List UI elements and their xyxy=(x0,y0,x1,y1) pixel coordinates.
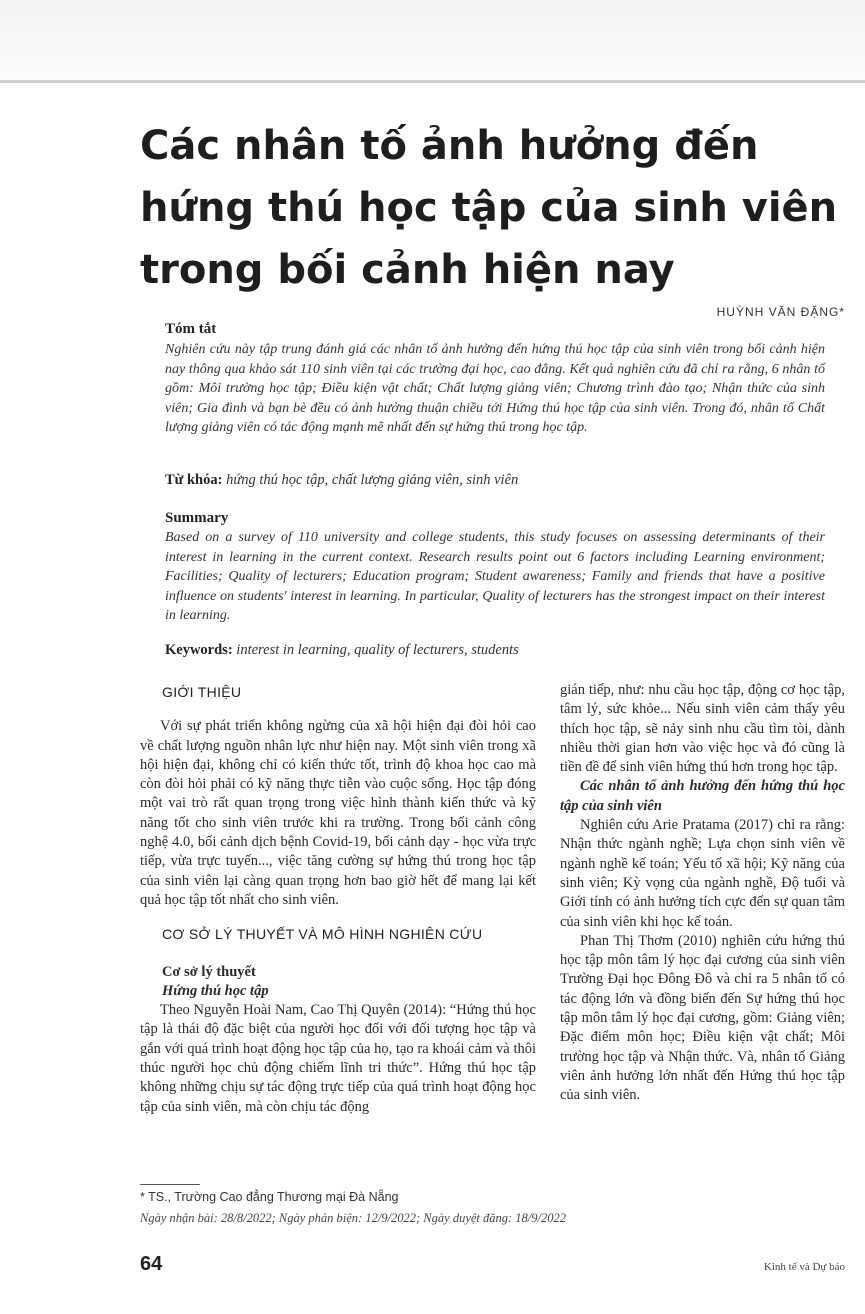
footnote: * TS., Trường Cao đẳng Thương mại Đà Nẵng xyxy=(140,1190,399,1204)
intro-heading: GIỚI THIỆU xyxy=(162,684,242,700)
page-number: 64 xyxy=(140,1253,163,1275)
theory-heading: CƠ SỞ LÝ THUYẾT VÀ MÔ HÌNH NGHIÊN CỨU xyxy=(162,926,483,943)
abstract-vi-heading: Tóm tắt xyxy=(165,321,217,337)
abstract-en-text: Based on a survey of 110 university and college students, this study focuses on assessing determinants of their interest in learning in the current context. Research results point out 6 factors including Learning environment; Facilities; Quality of lecturers; Education program; Student awareness; Family and friends that have a positive influence on students' interest in learning. In particular, Quality of lecturers has the strongest impact on their interest in learning. xyxy=(165,530,825,623)
keywords-en xyxy=(165,642,825,659)
intro-text: Với sự phát triển không ngừng của xã hội hiện đại đòi hỏi cao về chất lượng nguồn nhân lực như hiện nay. Một sinh viên trong xã hội hiện đại, không chỉ có kiến thức tốt, trình độ khoa học cao mà còn đòi hỏi phải có kỹ năng thực tiễn vào cuộc sống. Học tập đóng một vai trò rất quan trọng trong việc hình thành kiến thức và kỹ năng tốt cho sinh viên trước khi ra trường. Trong bối cảnh công nghệ 4.0, bối cảnh dịch bệnh Covid-19, bối cảnh dạy - học vừa trực tiếp, vừa trực tuyến..., việc tăng cường sự hứng thú trong học tập của sinh viên lại càng quan trọng hơn bao giờ hết để mang lại kết quả học tập tốt nhất cho sinh viên. xyxy=(140,718,536,908)
journal-name: Kinh tế và Dự báo xyxy=(763,1261,845,1273)
author: HUỲNH VĂN ĐẶNG* xyxy=(716,305,845,319)
article-title xyxy=(140,115,840,301)
right-para-1: Nghiên cứu Arie Pratama (2017) chỉ ra rằng: Nhận thức ngành nghề; Lựa chọn sinh viên về ngành nghề kế toán; Yếu tố xã hội; Kỹ năng của sinh viên; Kỳ vọng của ngành nghề, Độ tuổi và Giới tính có ảnh hưởng tích cực đến sự quan tâm của sinh viên khi học kế toán. xyxy=(560,817,845,930)
left-column xyxy=(140,683,536,1117)
title-line-2: hứng thú học tập của sinh viên xyxy=(140,185,838,231)
abstract-vi-text: Nghiên cứu này tập trung đánh giá các nhân tố ảnh hưởng đến hứng thú học tập của sinh viên trong bối cảnh hiện nay thông qua khảo sát 110 sinh viên tại các trường đại học, cao đẳng. Kết quả nghiên cứu đã chỉ ra rằng, 6 nhân tố gồm: Môi trường học tập; Điều kiện vật chất; Chất lượng giảng viên; Chương trình đào tạo; Nhận thức của sinh viên; Gia đình và bạn bè đều có ảnh hưởng thuận chiều tới Hứng thú học tập của sinh viên. Trong đó, nhân tố Chất lượng giảng viên có tác động mạnh mẽ nhất đến sự hứng thú trong học tập. xyxy=(165,342,825,435)
title-line-3: trong bối cảnh hiện nay xyxy=(140,247,675,293)
right-para-2: Phan Thị Thơm (2010) nghiên cứu hứng thú học tập môn tâm lý học đại cương của sinh viên Trường Đại học Đông Đô và chỉ ra 5 nhân tố có tác động lớn và đồng biến đến Sự hứng thú học tập môn tâm lý học đại cương, gồm: Giảng viên; Đặc điểm môn học; Điều kiện vật chất; Môi trường học tập và Nhận thức. Và, nhân tố Giảng viên ảnh hưởng lớn nhất đến Hứng thú học tập của sinh viên. xyxy=(560,932,845,1104)
factors-subheading: Các nhân tố ảnh hưởng đến hứng thú học tập của sinh viên xyxy=(560,778,845,814)
top-band xyxy=(0,0,865,80)
theory-subheading: Cơ sở lý thuyết xyxy=(162,963,256,980)
theory-text: Theo Nguyễn Hoài Nam, Cao Thị Quyên (2014): “Hứng thú học tập là thái độ đặc biệt của người học đối với đối tượng học tập và gắn với quá trình hoạt động học tập của họ, tạo ra khoái cảm và thôi thúc người học chủ động chiếm lĩnh tri thức”. Hứng thú học tập không những chịu sự tác động trực tiếp của quá trình hoạt động học tập của sinh viên, mà còn chịu tác động xyxy=(140,1002,536,1115)
keywords-en-text: interest in learning, quality of lecturers, students xyxy=(236,642,519,658)
title-line-1: Các nhân tố ảnh hưởng đến xyxy=(140,123,759,169)
right-column xyxy=(560,681,845,1106)
abstract-en-heading: Summary xyxy=(165,510,229,526)
interest-subheading: Hứng thú học tập xyxy=(162,982,269,999)
keywords-vi-text: hứng thú học tập, chất lượng giảng viên, sinh viên xyxy=(226,472,519,488)
article-dates: Ngày nhận bài: 28/8/2022; Ngày phản biện: 12/9/2022; Ngày duyệt đăng: 18/9/2022 xyxy=(140,1211,566,1225)
keywords-en-label: Keywords: xyxy=(165,642,233,658)
top-band-rule xyxy=(0,80,865,83)
keywords-vi-label: Từ khóa: xyxy=(165,472,223,488)
right-continued-text: gián tiếp, như: nhu cầu học tập, động cơ học tập, tâm lý, sức khỏe... Nếu sinh viên cảm thấy yêu thích học tập, sẽ nảy sinh nhu cầu tìm tòi, dành nhiều thời gian hơn vào việc học và đó cũng là tiền đề để sinh viên hứng thú hơn trong học tập. xyxy=(560,682,845,776)
keywords-vi xyxy=(165,472,825,489)
footnote-rule xyxy=(140,1184,200,1185)
